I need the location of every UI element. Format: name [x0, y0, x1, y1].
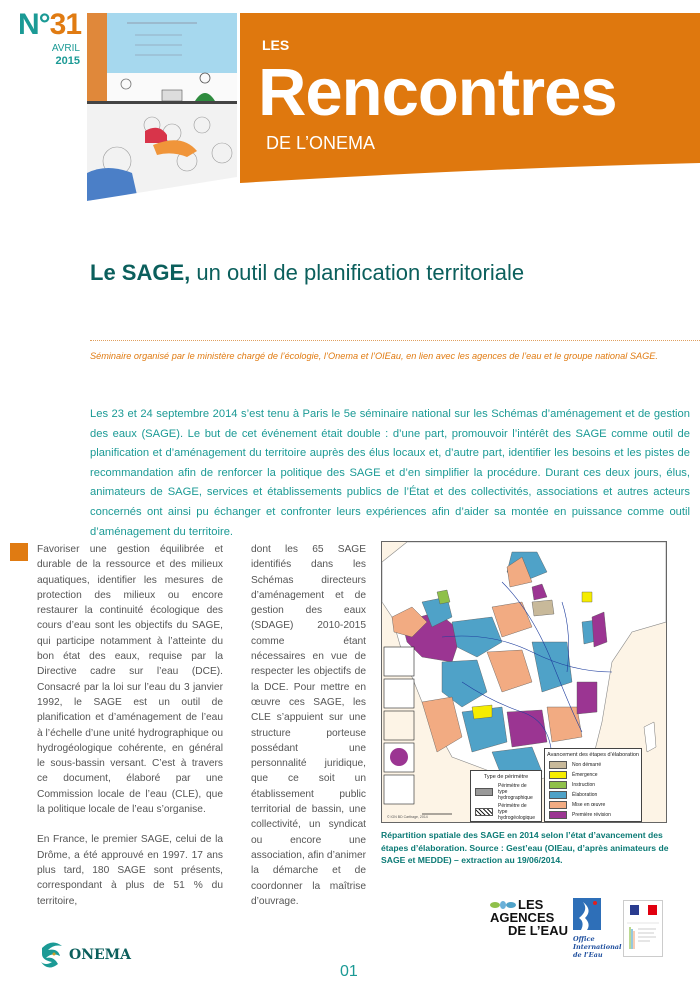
- stage-swatch: [549, 791, 567, 799]
- legend-stage-item: [549, 791, 637, 799]
- series-title: Rencontres: [258, 55, 617, 130]
- onema-logo: [38, 938, 148, 972]
- article-title-bold: Le SAGE,: [90, 260, 191, 285]
- page-number: 01: [340, 963, 358, 980]
- body-paragraph: En France, le premier SAGE, celui de la Drôme, a été approuvé en 1997. 17 ans plus tard, 180 SAGE sont présents, correspondant à plus de 51 % du territoire,: [37, 834, 223, 907]
- legend-type-label: Périmètre de type hydrographique: [498, 783, 533, 801]
- marianne-flag-icon: [624, 901, 662, 956]
- legend-stage-item: [549, 771, 637, 779]
- sage-map: [381, 541, 667, 823]
- legend-stage-item: [549, 781, 637, 789]
- legend-stage-item: [549, 811, 637, 819]
- legend-stage-label: Instruction: [572, 782, 596, 788]
- legend-stage-label: Non démarré: [572, 762, 602, 768]
- legend-type-item: [475, 803, 537, 821]
- agences-line1: LES: [518, 897, 544, 912]
- oieau-emblem-icon: [573, 898, 601, 930]
- body-column-1: [37, 542, 223, 924]
- hydrographic-swatch: [475, 788, 493, 796]
- oieau-logo: [573, 898, 621, 960]
- stage-swatch: [549, 811, 567, 819]
- stage-swatch: [549, 801, 567, 809]
- stage-swatch: [549, 781, 567, 789]
- agences-de-leau-logo: [490, 898, 568, 953]
- map-credit: © IGN BD Carthage, 2014: [387, 815, 428, 819]
- map-legend-stages: [544, 748, 642, 822]
- agences-line3: DE L’EAU: [508, 923, 568, 938]
- legend-stage-item: [549, 761, 637, 769]
- issue-number: [18, 10, 81, 40]
- stage-swatch: [549, 761, 567, 769]
- agences-line2: AGENCES: [490, 910, 555, 925]
- body-paragraph: Favoriser une gestion équilibrée et durable de la ressource et des milieux aquatiques, identifier les mesures de protection des milieux ou encore restaurer la continuité écologique des cours d’eau sont les objectifs du SAGE, qui participe notamment à l’atteinte du bon état des eaux, requise par la Directive cadre sur l’eau (DCE). Consacré par la loi sur l’eau du 3 janvier 1992, le SAGE est un outil de planification et d’aménagement de l’eau à l’échelle d’une unité hydrographique ou hydrogéologique cohérente, en général le sous-bassin versant. C’est à travers ce document, élaboré par une Commission locale de l’eau (CLE), que la politique locale de l’eau s’organise.: [37, 544, 223, 816]
- series-prefix: LES: [262, 37, 290, 53]
- title-divider: [90, 340, 700, 341]
- oieau-line1: Office: [573, 935, 595, 943]
- onema-logo-text: ONEMA: [69, 947, 132, 963]
- oieau-line2: International: [573, 943, 622, 951]
- issue-prefix: N°: [18, 8, 50, 41]
- issue-month: AVRIL: [51, 43, 80, 54]
- legend-stage-label: Émergence: [572, 772, 598, 778]
- issue-year: 2015: [55, 55, 80, 67]
- legend-stage-label: Élaboration: [572, 792, 598, 798]
- oieau-line3: de l’Eau: [573, 951, 603, 959]
- stage-swatch: [549, 771, 567, 779]
- legend-type-item: [475, 783, 537, 801]
- article-subtitle: Séminaire organisé par le ministère chargé de l’écologie, l’Onema et l’OIEau, en lien avec les agences de l’eau et le groupe national SAGE.: [90, 351, 658, 361]
- legend-type-label: Périmètre de type hydrogéologique: [498, 803, 535, 821]
- legend-stages-title: Avancement des étapes d’élaboration: [547, 752, 639, 758]
- legend-stage-label: Mise en œuvre: [572, 802, 606, 808]
- ministere-logo: [623, 900, 663, 957]
- onema-wave-icon: [38, 940, 66, 970]
- article-title-rest: un outil de planification territoriale: [190, 260, 525, 285]
- map-caption: Répartition spatiale des SAGE en 2014 selon l’état d’avancement des étapes d’élaboration. Source : Gest’eau (OIEau, d’après animateurs de SAGE et MEDDE) – extraction au 19/06/2014.: [381, 830, 669, 865]
- legend-stage-label: Première révision: [572, 812, 611, 818]
- article-lead: Les 23 et 24 septembre 2014 s’est tenu à Paris le 5e séminaire national sur les Schémas d’aménagement et de gestion des eaux (SAGE). Le but de cet événement était double : d’une part, promouvoir l’intérêt des SAGE comme outil de planification et d’aménagement du territoire auprès des élus locaux et, d’autre part, identifier les besoins et les pistes de recommandation afin de renforcer la politique des SAGE et d’en simplifier la procédure. Durant ces deux jours, élus, animateurs de SAGE, services et établissements publics de l’État et des collectivités, associations et autres acteurs concernés ont ainsi pu échanger et confronter leurs expériences afin d’aider sa montée en puissance comme outil d’aménagement du territoire.: [90, 408, 690, 538]
- water-drops-icon: [490, 900, 516, 910]
- article-title: [90, 259, 650, 286]
- legend-stage-item: [549, 801, 637, 809]
- hydrogeologic-swatch: [475, 808, 493, 816]
- map-legend-type: [470, 770, 542, 822]
- legend-type-title: Type de périmètre: [483, 774, 529, 780]
- series-subtitle: DE L’ONEMA: [266, 133, 376, 153]
- section-marker: [10, 543, 28, 561]
- issue-number-value: 31: [49, 8, 82, 41]
- cover-illustration: [87, 13, 237, 201]
- body-column-2: [251, 542, 366, 909]
- body-paragraph: dont les 65 SAGE identifiés dans les Schémas directeurs d’aménagement et de gestion des eaux (SDAGE) 2010-2015 comme étant nécessaires en vue de respecter les objectifs de la DCE. Pour mettre en œuvre ces SAGE, les CLE s’appuient sur une structure porteuse possédant une personnalité juridique, que ce soit un établissement public territorial de bassin, une collectivité, un syndicat ou encore une association, afin d’animer la démarche et de coordonner la maîtrise d’ouvrage.: [251, 544, 366, 907]
